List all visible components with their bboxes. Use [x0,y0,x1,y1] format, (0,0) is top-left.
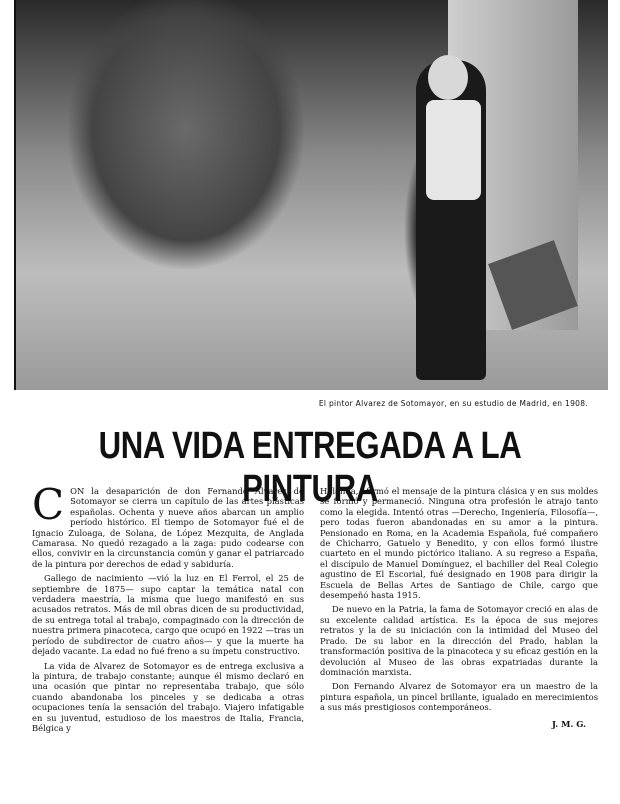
article-column-left [32,480,304,737]
paragraph-text: ON la desaparición de don Fernando Alvarez de Sotomayor se cierra un capítulo de las artes plásticas españolas. Ochenta y nueve años abarcan un amplio período histórico. El tiempo de Sotomayor fué el de Ignacio Zuloaga, de Solana, de López Mezquita, de Anglada Camarasa. No quedó rezagado a la zaga: pudo codearse con ellos, convivir en la circunstancia común y ganar el patriarcado de la pintura por derechos de edad y sabiduría. [32,486,304,569]
photo-painter-head [428,55,468,100]
drop-cap: C [32,480,65,529]
article-paragraph: Gallego de nacimiento —vió la luz en El Ferrol, el 25 de septiembre de 1875— supo captar la temática natal con verdadera maestría, la misma que luego manifestó en sus acusados retratos. Más de mil obras dicen de su productividad, de su entrega total al trabajo, compaginado con la dirección de nuestra primera pinacoteca, cargo que ocupó en 1922 —tras un período de subdirector de cuatro años— y que la muerte ha dejado vacante. La edad no fué freno a su ímpetu constructivo. [32,573,304,657]
article-paragraph [32,480,304,569]
article-paragraph: La vida de Alvarez de Sotomayor es de entrega exclusiva a la pintura, de trabajo constante; aunque él mismo declaró en una ocasión que pintar no representaba trabajo, que sólo cuando abandonaba los pinceles y se dedicaba a otras ocupaciones tenía la sensación del trabajo. Viajero infatigable en su juventud, estudioso de los maestros de Italia, Francia, Bélgica y [32,660,304,733]
photo-painter-shirt [426,100,481,200]
article-paragraph: Don Fernando Alvarez de Sotomayor era un maestro de la pintura española, un pincel brillante, igualado en merecimientos a sus más prestigiosos contemporáneos. [320,681,598,713]
article-paragraph: Holanda, afirmó el mensaje de la pintura clásica y en sus moldes se formó y permaneció. Ninguna otra profesión le atrajo tanto como la elegida. Intentó otras —Derecho, Ingeniería, Filosofía—, pero todas fueron abandonadas en su amor a la pintura. Pensionado en Roma, en la Academia Española, fué compañero de Chicharro, Gatuelo y Benedito, y con ellos formó ilustre cuarteto en el mundo pictórico italiano. A su regreso a España, el discípulo de Manuel Domínguez, el bachiller del Real Colegio agustino de El Escorial, fué designado en 1908 para dirigir la Escuela de Bellas Artes de Santiago de Chile, cargo que desempeñó hasta 1915. [320,486,598,601]
article-paragraph: De nuevo en la Patria, la fama de Sotomayor creció en alas de su excelente calidad artística. Es la época de sus mejores retratos y la de su iniciación con la intimidad del Museo del Prado. De su labor en la dirección del Prado, hablan la transformación positiva de la pinacoteca y su eficaz gestión en la devolución al Museo de las obras expatriadas durante la dominación marxista. [320,604,598,677]
author-signature: J. M. G. [551,718,586,729]
photo-painter-studio [14,0,608,390]
headline: UNA VIDA ENTREGADA A LA PINTURA [98,425,522,510]
article-column-right [320,486,598,729]
photo-caption: El pintor Alvarez de Sotomayor, en su estudio de Madrid, en 1908. [318,399,588,408]
